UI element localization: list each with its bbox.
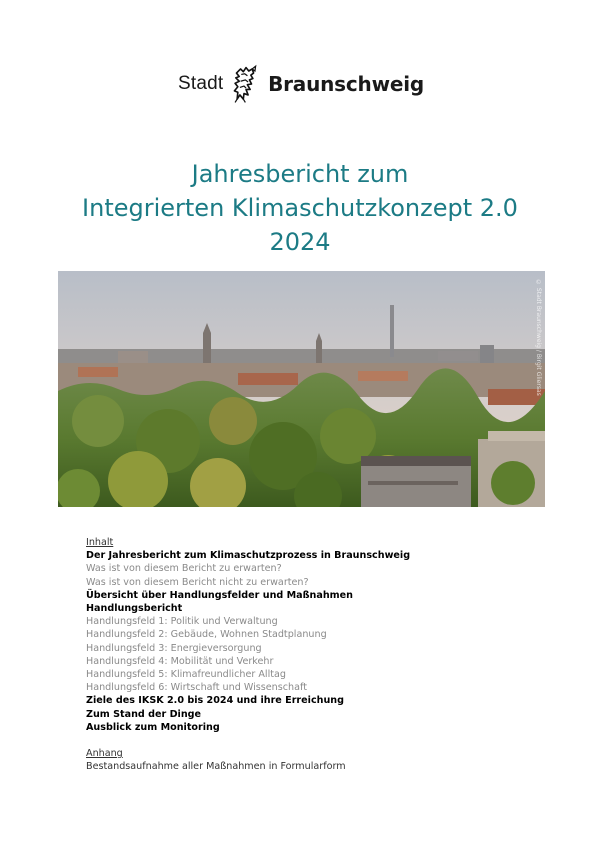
toc-item[interactable]: Was ist von diesem Bericht zu erwarten?: [86, 563, 282, 575]
toc-heading: Inhalt: [86, 537, 114, 548]
logo-city-text: Braunschweig: [268, 72, 424, 96]
toc-item[interactable]: Handlungsbericht: [86, 603, 183, 615]
toc-item[interactable]: Handlungsfeld 1: Politik und Verwaltung: [86, 616, 278, 628]
title-line-1: Jahresbericht zum: [191, 160, 409, 188]
toc-item[interactable]: Handlungsfeld 5: Klimafreundlicher Alltag: [86, 669, 286, 681]
photo-copyright: © Stadt Braunschweig / Birgit Gliersas: [535, 279, 542, 396]
appendix-item[interactable]: Bestandsaufnahme aller Maßnahmen in Formularform: [86, 761, 346, 773]
logo-stadt-text: Stadt: [178, 73, 224, 94]
toc-item[interactable]: Zum Stand der Dinge: [86, 708, 202, 720]
toc-item[interactable]: Ziele des IKSK 2.0 bis 2024 und ihre Erreichung: [86, 695, 345, 707]
toc-item[interactable]: Ausblick zum Monitoring: [86, 721, 220, 733]
toc-item[interactable]: Handlungsfeld 2: Gebäude, Wohnen Stadtplanung: [86, 629, 327, 641]
table-of-contents: [86, 536, 566, 774]
lion-crest-icon: [231, 56, 260, 112]
appendix-heading: Anhang: [86, 748, 123, 760]
document-title: [0, 157, 600, 259]
city-logo: [178, 56, 424, 112]
title-line-3: 2024: [269, 228, 331, 256]
title-line-2: Integrierten Klimaschutzkonzept 2.0: [82, 194, 518, 222]
city-panorama-photo: [58, 271, 545, 507]
toc-item[interactable]: Der Jahresbericht zum Klimaschutzprozess in Braunschweig: [86, 550, 411, 562]
toc-item[interactable]: Was ist von diesem Bericht nicht zu erwarten?: [86, 576, 309, 588]
toc-item[interactable]: Handlungsfeld 6: Wirtschaft und Wissenschaft: [86, 682, 307, 694]
toc-spacer: [86, 734, 566, 747]
toc-item[interactable]: Handlungsfeld 3: Energieversorgung: [86, 642, 262, 654]
toc-item[interactable]: Handlungsfeld 4: Mobilität und Verkehr: [86, 655, 274, 667]
toc-item[interactable]: Übersicht über Handlungsfelder und Maßnahmen: [86, 589, 354, 601]
